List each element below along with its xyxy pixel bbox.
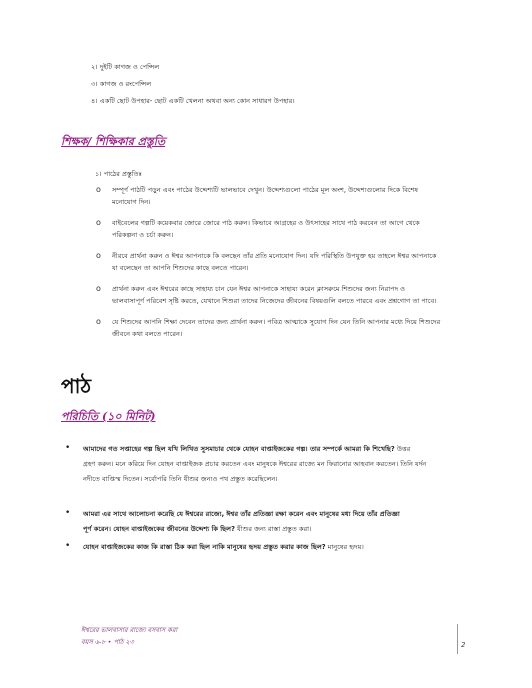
circle-bullet-icon: o [96, 185, 101, 194]
lesson-prep-subheading: ১। পাঠের প্রস্তুতিঃ [95, 170, 143, 178]
prep-item: o প্রার্থনা করুন এবং ঈশ্বরের কাছে সাহায্য চান যেন ঈশ্বর আপনাকে সাহায্য করেন ক্লাসরুমে শিশুদের জন্য নিরাপদ ও ভালবাসাপূর্ণ পরিবেশ সৃষ্টি করতে, যেখানে শিশুরা তাদের নিজেদের জীবনের বিষয়গুলি বলতে পারবে এবং প্রশ্নগোগ তা পাবে। [96, 284, 437, 305]
page-number: 2 [461, 641, 466, 649]
circle-bullet-icon: o [96, 284, 101, 293]
lesson-paragraph: • যোহন বাপ্তাইজকের কাজ কি রাস্তা ঠিক করা ছিল নাকি মানুষের হৃদয় প্রস্তুত করার কাজ ছিল? মানুষের হৃদয়। [65, 541, 364, 551]
prep-item: o যে শিশুদের আপনি শিক্ষা দেবেন তাদের জন্য প্রার্থনা করুন। পবিত্র আত্মাকে সুযোগ দিন যেন তিনি আপনার মধ্যে দিয়ে শিশুদের জীবনে কথা বলতে পারেন। [96, 317, 441, 338]
circle-bullet-icon: o [96, 251, 101, 260]
bullet-icon: • [65, 541, 71, 551]
bullet-icon: • [65, 508, 71, 518]
footer-age-lesson: বয়স ৬-৮ • পাঠ ২৩ [81, 638, 134, 646]
intro-heading: পরিচিতি (১০ মিনিট) [61, 410, 156, 423]
materials-item: ৪। একটি ছোট উপহার- ছোট একটি খেলনা অথবা অন্য কোন সাধারণ উপহার। [91, 97, 295, 105]
materials-item: ৩। কাগজ ও রংপেন্সিল [91, 80, 152, 88]
bullet-icon: • [65, 443, 71, 453]
teacher-prep-heading: শিক্ষক/ শিক্ষিকার প্রস্তুতি [61, 135, 166, 148]
prep-item: o বাইবেলের গল্পটি কয়েকবার জোরে জোরে পাঠ করুন। কিভাবে আগ্রহের ও উৎসাহের সাথে পাঠ করবেন তা আগে থেকে পরিকল্পনা ও চর্চা করুন। [96, 218, 420, 239]
materials-item: ২। দুইটি কাগজ ও পেন্সিল [91, 63, 160, 71]
circle-bullet-icon: o [96, 218, 101, 227]
prep-item: o সম্পূর্ণ পাঠটি পড়ুন এবং পাঠের উদ্দেশ্যটি ভালভাবে দেখুন। উদ্দেশ্যগুলো পাঠের মূল অংশ, উদ্দেশ্যগুলোর দিকে বিশেষ মনোযোগ দিন। [96, 185, 419, 206]
lesson-paragraph: • আমাদের গত সপ্তাহের গল্প ছিল যখি লিখিত সুসমাচার থেকে যোহন বাপ্তাইজকের গল্প। তার সম্পর্কে আমরা কি শিখেছি? উত্তর গ্রহণ করুন। মনে করিয়ে দিন যোহন বাপ্তাইজক প্রচার করতেন এবং মানুষকে ঈশ্বরের রাজ্যে মন ফিরানোর আহবান করতেন। তিনি যর্দন নদীতে বাপ্তিস্ম দিতেন। সর্বোপরি তিনি যীশুর জন্যও পথ প্রস্তুত করেছিলেন। [65, 443, 427, 483]
lesson-title: পাঠ [61, 374, 92, 398]
footer-title: ঈশ্বরের ভালবাসার রাজ্যে বসবাস করা [81, 626, 178, 634]
footer-divider [457, 624, 458, 654]
circle-bullet-icon: o [96, 317, 101, 326]
lesson-paragraph: • আমরা এর সাথে আলোচনা করেছি যে ঈশ্বরের রাজ্যে, ঈশ্বর তাঁর প্রতিজ্ঞা রক্ষা করেন এবং মানুষের মধ্য দিয়ে তাঁর প্রতিজ্ঞা পূর্ণ করেন। যোহন বাপ্তাইজকের জীবনের উদ্দেশ্য কি ছিল? যীশুর জন্য রাস্তা প্রস্তুত করা। [65, 508, 400, 533]
prep-item: o নীরবে প্রার্থনা করুন ও ঈশ্বর আপনাকে কি বলছেন তাঁর প্রতি মনোযোগ দিন। যদি পরিস্থিতি উপযুক্ত হয় তাহলে ঈশ্বর আপনাকে যা বলেছেন তা আপনি শিশুদের কাছে বলতে পারেন। [96, 251, 437, 272]
